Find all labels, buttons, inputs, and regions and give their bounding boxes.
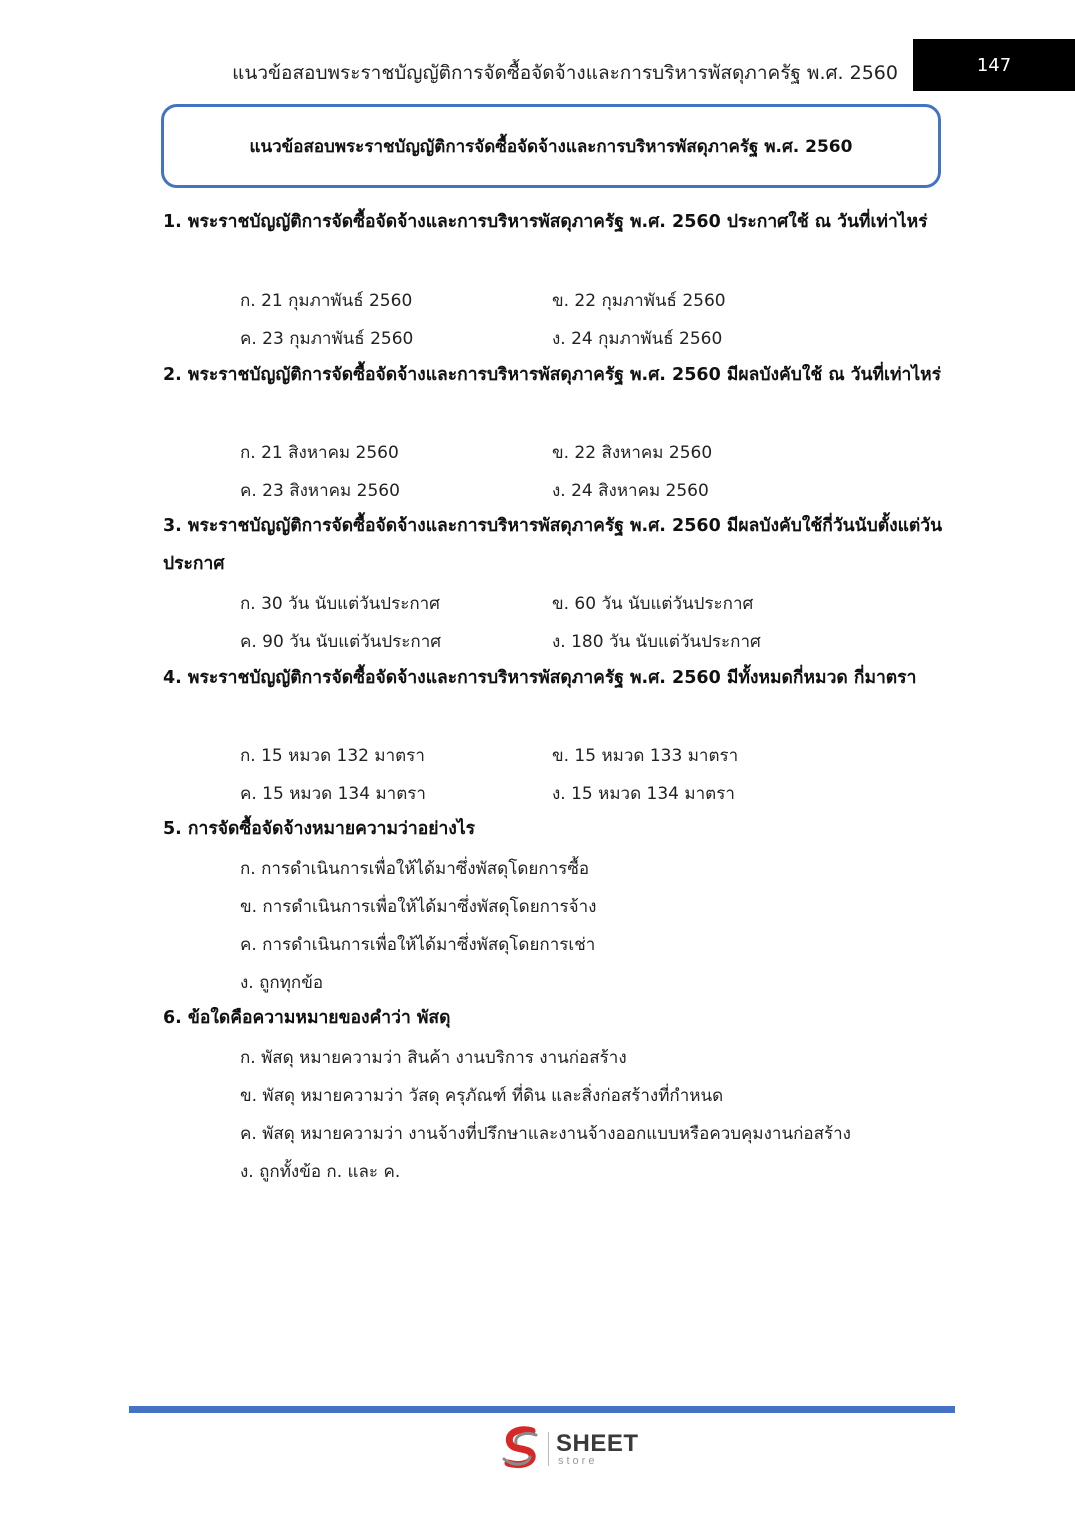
question-3-option-a: ก. 30 วัน นับแต่วันประกาศ <box>240 594 440 614</box>
question-4-option-d: ง. 15 หมวด 134 มาตรา <box>552 784 735 804</box>
logo-text: SHEET <box>556 1430 639 1457</box>
question-5: 5. การจัดซื้อจัดจ้างหมายความว่าอย่างไร <box>163 819 476 839</box>
question-2: 2. พระราชบัญญัติการจัดซื้อจัดจ้างและการบริหารพัสดุภาครัฐ พ.ศ. 2560 มีผลบังคับใช้ ณ วันที่เท่าไหร่ <box>163 365 942 385</box>
logo-divider <box>548 1432 549 1466</box>
page-number-box <box>913 39 1075 91</box>
question-2-option-d: ง. 24 สิงหาคม 2560 <box>552 481 709 501</box>
footer-divider <box>129 1406 955 1413</box>
question-4: 4. พระราชบัญญัติการจัดซื้อจัดจ้างและการบริหารพัสดุภาครัฐ พ.ศ. 2560 มีทั้งหมดกี่หมวด กี่มาตรา <box>163 668 917 688</box>
question-2-option-b: ข. 22 สิงหาคม 2560 <box>552 443 713 463</box>
question-5-option-c: ค. การดำเนินการเพื่อให้ได้มาซึ่งพัสดุโดยการเช่า <box>240 935 596 955</box>
question-1: 1. พระราชบัญญัติการจัดซื้อจัดจ้างและการบริหารพัสดุภาครัฐ พ.ศ. 2560 ประกาศใช้ ณ วันที่เท่าไหร่ <box>163 212 928 232</box>
question-3-option-b: ข. 60 วัน นับแต่วันประกาศ <box>552 594 754 614</box>
question-4-option-c: ค. 15 หมวด 134 มาตรา <box>240 784 426 804</box>
question-1-option-a: ก. 21 กุมภาพันธ์ 2560 <box>240 291 413 311</box>
question-2-option-a: ก. 21 สิงหาคม 2560 <box>240 443 399 463</box>
question-3-option-d: ง. 180 วัน นับแต่วันประกาศ <box>552 632 761 652</box>
sheet-store-logo-icon <box>498 1425 548 1471</box>
question-6-option-a: ก. พัสดุ หมายความว่า สินค้า งานบริการ งานก่อสร้าง <box>240 1048 627 1068</box>
question-2-option-c: ค. 23 สิงหาคม 2560 <box>240 481 400 501</box>
header-title: แนวข้อสอบพระราชบัญญัติการจัดซื้อจัดจ้างและการบริหารพัสดุภาครัฐ พ.ศ. 2560 <box>232 62 898 84</box>
question-4-option-a: ก. 15 หมวด 132 มาตรา <box>240 746 425 766</box>
question-4-option-b: ข. 15 หมวด 133 มาตรา <box>552 746 739 766</box>
question-5-option-d: ง. ถูกทุกข้อ <box>240 973 324 993</box>
question-3-option-c: ค. 90 วัน นับแต่วันประกาศ <box>240 632 442 652</box>
question-5-option-b: ข. การดำเนินการเพื่อให้ได้มาซึ่งพัสดุโดยการจ้าง <box>240 897 597 917</box>
question-6-option-c: ค. พัสดุ หมายความว่า งานจ้างที่ปรึกษาและงานจ้างออกแบบหรือควบคุมงานก่อสร้าง <box>240 1124 851 1144</box>
question-1-option-b: ข. 22 กุมภาพันธ์ 2560 <box>552 291 726 311</box>
question-6-option-b: ข. พัสดุ หมายความว่า วัสดุ ครุภัณฑ์ ที่ดิน และสิ่งก่อสร้างที่กำหนด <box>240 1086 724 1106</box>
logo-subtext: store <box>558 1455 598 1467</box>
question-5-option-a: ก. การดำเนินการเพื่อให้ได้มาซึ่งพัสดุโดยการซื้อ <box>240 859 590 879</box>
question-3: 3. พระราชบัญญัติการจัดซื้อจัดจ้างและการบริหารพัสดุภาครัฐ พ.ศ. 2560 มีผลบังคับใช้กี่วันนับตั้งแต่วันประกาศ <box>163 516 943 574</box>
question-6-option-d: ง. ถูกทั้งข้อ ก. และ ค. <box>240 1162 401 1182</box>
question-1-option-c: ค. 23 กุมภาพันธ์ 2560 <box>240 329 414 349</box>
page-number: 147 <box>976 54 1012 76</box>
question-1-option-d: ง. 24 กุมภาพันธ์ 2560 <box>552 329 723 349</box>
title-box-text: แนวข้อสอบพระราชบัญญัติการจัดซื้อจัดจ้างและการบริหารพัสดุภาครัฐ พ.ศ. 2560 <box>249 136 853 157</box>
question-6: 6. ข้อใดคือความหมายของคำว่า พัสดุ <box>163 1008 451 1028</box>
title-box <box>161 104 941 188</box>
